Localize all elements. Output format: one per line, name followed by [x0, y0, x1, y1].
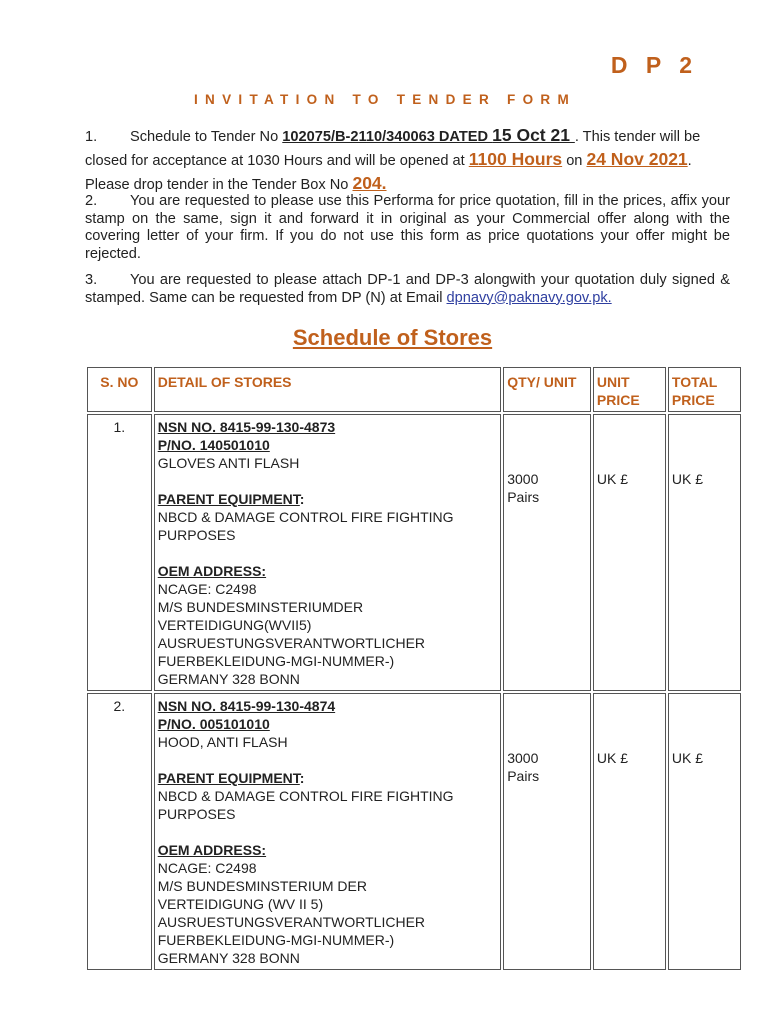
tender-date: 15 Oct 21	[492, 125, 575, 145]
oem-address-label: OEM ADDRESS:	[157, 842, 267, 858]
parent-equipment	[158, 769, 498, 787]
form-title: INVITATION TO TENDER FORM	[194, 92, 576, 107]
item-total-price[interactable]: UK £	[668, 414, 741, 691]
column-header-qty: QTY/ UNIT	[503, 367, 591, 412]
item-qty-unit: Pairs	[507, 768, 540, 784]
oem-address-line: M/S BUNDESMINSTERIUMDER	[157, 599, 364, 615]
paragraph-1	[85, 124, 730, 196]
item-nsn: NSN NO. 8415-99-130-4873	[157, 419, 336, 435]
form-code: D P 2	[610, 52, 698, 78]
column-header-detail: DETAIL OF STORES	[154, 367, 502, 412]
item-name: HOOD, ANTI FLASH	[157, 734, 288, 750]
item-sno: 2.	[87, 693, 152, 970]
paragraph-number: 2.	[85, 193, 98, 209]
parent-equipment-label: PARENT EQUIPMENT	[157, 491, 300, 507]
item-detail	[154, 414, 502, 691]
paragraph-number: 3.	[85, 272, 98, 288]
column-header-unit-price: UNIT PRICE	[593, 367, 666, 412]
column-header-total-price: TOTAL PRICE	[668, 367, 741, 412]
opening-date: 24 Nov 2021	[586, 149, 688, 169]
item-part-number: P/NO. 005101010	[157, 716, 270, 732]
opening-time: 1100 Hours	[468, 149, 563, 169]
oem-address-line: GERMANY 328 BONN	[157, 950, 300, 966]
oem-address-line: AUSRUESTUNGSVERANTWORTLICHER	[157, 635, 426, 651]
item-quantity	[503, 693, 591, 970]
item-name: GLOVES ANTI FLASH	[157, 455, 300, 471]
parent-equipment-line: NBCD & DAMAGE CONTROL FIRE FIGHTING	[157, 788, 454, 804]
oem-address-line: M/S BUNDESMINSTERIUM DER	[157, 878, 367, 894]
tender-box-number: 204.	[352, 173, 387, 193]
item-quantity	[503, 414, 591, 691]
stores-table	[85, 365, 743, 972]
parent-equipment-colon: :	[299, 770, 305, 786]
table-row	[87, 414, 741, 691]
paragraph-text: . Please drop tender in the Tender Box No	[85, 153, 692, 193]
item-nsn: NSN NO. 8415-99-130-4874	[157, 698, 336, 714]
oem-address-line: AUSRUESTUNGSVERANTWORTLICHER	[157, 914, 426, 930]
oem-address-line: VERTEIDIGUNG(WVII5)	[157, 617, 312, 633]
parent-equipment-line: PURPOSES	[157, 527, 236, 543]
item-part-number: P/NO. 140501010	[157, 437, 270, 453]
paragraph-text: on	[562, 153, 587, 169]
parent-equipment-label: PARENT EQUIPMENT	[157, 770, 300, 786]
oem-address-line: FUERBEKLEIDUNG-MGI-NUMMER-)	[157, 932, 395, 948]
paragraph-text: You are requested to please attach DP-1 and DP-3 alongwith your quotation duly signed & stamped. Same can be requested from DP (N) at Email	[85, 272, 730, 306]
oem-address-line: NCAGE: C2498	[157, 860, 257, 876]
table-header-row	[87, 367, 741, 412]
tender-number: 102075/B-2110/340063 DATED	[282, 129, 493, 145]
item-sno: 1.	[87, 414, 152, 691]
parent-equipment-line: NBCD & DAMAGE CONTROL FIRE FIGHTING	[157, 509, 454, 525]
item-qty-value: 3000	[507, 471, 539, 487]
schedule-title: Schedule of Stores	[292, 325, 493, 350]
parent-equipment-line: PURPOSES	[157, 806, 236, 822]
item-unit-price[interactable]: UK £	[593, 414, 666, 691]
paragraph-text: . This tender will be closed for acceptance at 1030 Hours and will be opened at	[85, 129, 701, 169]
paragraph-text: You are requested to please use this Performa for price quotation, fill in the prices, affix your stamp on the same, sign it and forward it in original as your Commercial offer along with the covering letter of your firm. If you do not use this form as price quotations your offer might be rejected.	[85, 193, 730, 262]
item-qty-unit: Pairs	[507, 489, 540, 505]
paragraph-text: Schedule to Tender No	[130, 129, 283, 145]
item-total-price[interactable]: UK £	[668, 693, 741, 970]
oem-address-line: GERMANY 328 BONN	[157, 671, 300, 687]
paragraph-2	[85, 193, 730, 263]
column-header-sno: S. NO	[87, 367, 152, 412]
oem-address-line: VERTEIDIGUNG (WV II 5)	[157, 896, 324, 912]
oem-address-line: FUERBEKLEIDUNG-MGI-NUMMER-)	[157, 653, 395, 669]
item-detail	[154, 693, 502, 970]
paragraph-3	[85, 272, 730, 307]
oem-address-label: OEM ADDRESS:	[157, 563, 267, 579]
paragraph-number: 1.	[85, 129, 98, 145]
oem-address-line: NCAGE: C2498	[157, 581, 257, 597]
email-link[interactable]: dpnavy@paknavy.gov.pk.	[446, 289, 612, 306]
parent-equipment	[158, 490, 498, 508]
parent-equipment-colon: :	[299, 491, 305, 507]
table-row	[87, 693, 741, 970]
item-unit-price[interactable]: UK £	[593, 693, 666, 970]
item-qty-value: 3000	[507, 750, 539, 766]
